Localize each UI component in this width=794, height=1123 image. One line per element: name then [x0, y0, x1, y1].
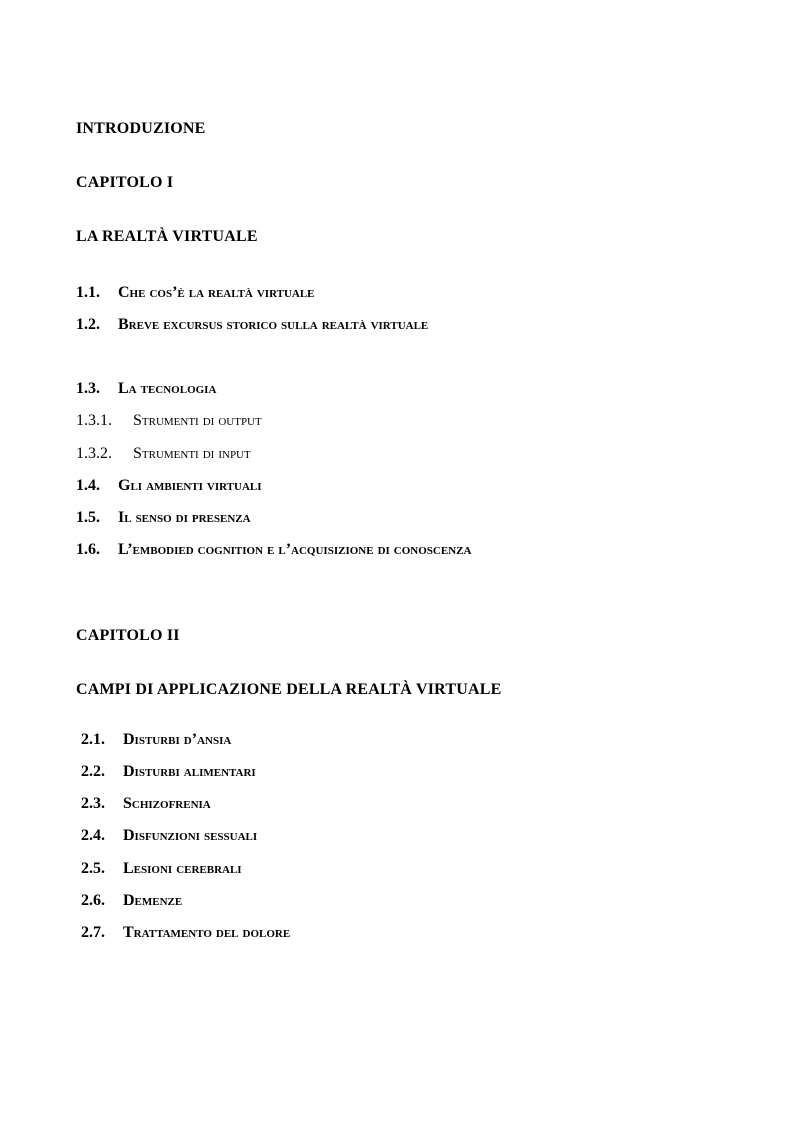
toc-entry-number: 1.5.	[76, 509, 100, 526]
toc-entry-number: 2.3.	[81, 795, 105, 812]
toc-entry	[76, 317, 428, 333]
toc-entry	[81, 861, 242, 877]
toc-entry-number: 1.3.2.	[76, 445, 112, 462]
toc-entry-number: 1.2.	[76, 316, 100, 333]
toc-entry-title: Disturbi alimentari	[123, 763, 256, 780]
toc-entry-title: La tecnologia	[118, 380, 217, 397]
toc-entry	[81, 925, 290, 941]
toc-entry	[81, 764, 256, 780]
toc-entry	[81, 828, 257, 844]
toc-entry-title: Schizofrenia	[123, 795, 211, 812]
toc-entry-title: Gli ambienti virtuali	[118, 477, 262, 494]
chapter-1-title: LA REALTÀ VIRTUALE	[76, 228, 258, 245]
toc-entry-title: Che cos’è la realtà virtuale	[118, 284, 315, 301]
toc-entry	[76, 381, 216, 397]
toc-entry	[76, 510, 251, 526]
toc-entry-title: Trattamento del dolore	[123, 924, 291, 941]
toc-subentry	[76, 413, 262, 429]
toc-entry-number: 1.3.1.	[76, 412, 112, 429]
toc-entry	[81, 732, 231, 748]
toc-entry	[76, 285, 315, 301]
toc-entry-number: 2.5.	[81, 860, 105, 877]
toc-entry-title: Lesioni cerebrali	[123, 860, 242, 877]
chapter-2-label: CAPITOLO II	[76, 627, 180, 644]
toc-entry	[81, 893, 182, 909]
toc-entry-number: 2.7.	[81, 924, 105, 941]
toc-entry-title: Strumenti di output	[133, 412, 262, 429]
toc-entry-number: 2.4.	[81, 827, 105, 844]
toc-entry	[81, 796, 211, 812]
toc-entry-title: Strumenti di input	[133, 445, 251, 462]
toc-entry-number: 1.1.	[76, 284, 100, 301]
toc-entry-number: 2.6.	[81, 892, 105, 909]
toc-entry-number: 1.3.	[76, 380, 100, 397]
toc-entry	[76, 478, 262, 494]
toc-entry-title: Demenze	[123, 892, 183, 909]
toc-entry	[76, 542, 471, 558]
toc-entry-number: 1.4.	[76, 477, 100, 494]
toc-subentry	[76, 446, 251, 462]
toc-entry-title: Il senso di presenza	[118, 509, 251, 526]
toc-introduction: INTRODUZIONE	[76, 120, 206, 137]
chapter-2-title: CAMPI DI APPLICAZIONE DELLA REALTÀ VIRTUALE	[76, 681, 502, 698]
chapter-1-label: CAPITOLO I	[76, 174, 174, 191]
toc-entry-title: Disturbi d’ansia	[123, 731, 232, 748]
toc-entry-number: 2.1.	[81, 731, 105, 748]
toc-entry-title: Breve excursus storico sulla realtà virtuale	[118, 316, 429, 333]
toc-entry-number: 2.2.	[81, 763, 105, 780]
toc-entry-title: L’embodied cognition e l’acquisizione di conoscenza	[118, 541, 472, 558]
toc-entry-title: Disfunzioni sessuali	[123, 827, 258, 844]
toc-entry-number: 1.6.	[76, 541, 100, 558]
